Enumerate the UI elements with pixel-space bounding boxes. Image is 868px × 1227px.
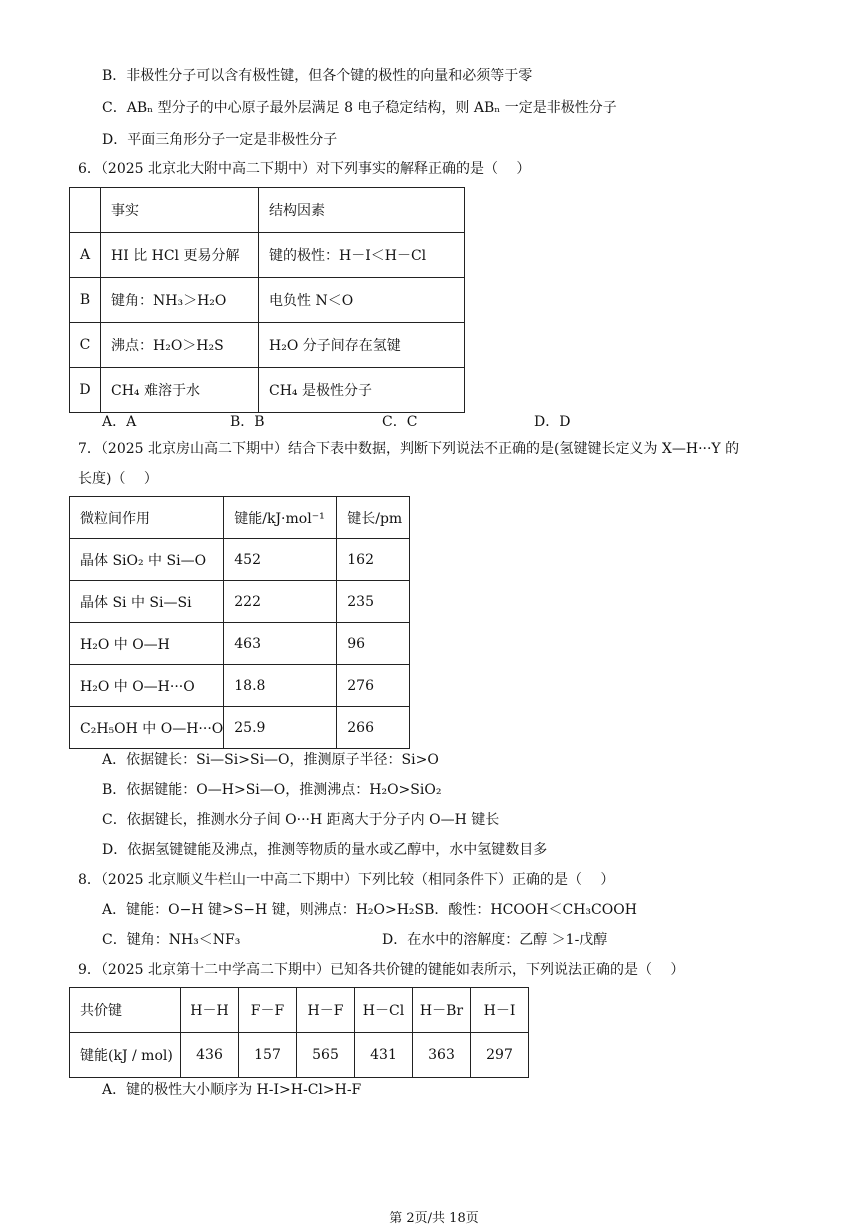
table-cell: 键的极性：H－I＜H－Cl xyxy=(259,233,465,278)
table-cell: 键角：NH₃＞H₂O xyxy=(101,278,259,323)
table-header-cell: 键能/kJ·mol⁻¹ xyxy=(224,497,337,539)
table-cell: 565 xyxy=(297,1033,355,1078)
table-header-cell: 键长/pm xyxy=(337,497,410,539)
q9-option-a: A．键的极性大小顺序为 H-I>H-Cl>H-F xyxy=(102,1082,362,1098)
table-cell: 晶体 Si 中 Si—Si xyxy=(70,581,224,623)
table-row xyxy=(70,233,465,278)
table-header-cell: H－I xyxy=(471,988,529,1033)
table-cell: 266 xyxy=(337,707,410,749)
table-row xyxy=(70,1033,529,1078)
table-cell: 键能(kJ / mol) xyxy=(70,1033,181,1078)
table-cell: CH₄ 难溶于水 xyxy=(101,368,259,413)
table-header-cell: H－Cl xyxy=(355,988,413,1033)
table-cell: C₂H₅OH 中 O—H···O xyxy=(70,707,224,749)
q7-table xyxy=(69,496,410,749)
q7-stem-line1: 7．（2025 北京房山高二下期中）结合下表中数据，判断下列说法不正确的是(氢键键长定义为 X—H···Y 的 xyxy=(78,441,740,457)
table-header-cell: H－Br xyxy=(413,988,471,1033)
table-row xyxy=(70,188,465,233)
q7-option-c: C．依据键长，推测水分子间 O···H 距离大于分子内 O—H 键长 xyxy=(102,812,500,828)
table-cell: H₂O 分子间存在氢键 xyxy=(259,323,465,368)
q6-option-c: C．C xyxy=(382,414,418,430)
table-row xyxy=(70,368,465,413)
table-cell: B xyxy=(70,278,101,323)
table-cell: C xyxy=(70,323,101,368)
table-cell: 463 xyxy=(224,623,337,665)
table-cell: 96 xyxy=(337,623,410,665)
q6-option-d: D．D xyxy=(534,414,571,430)
table-cell: H₂O 中 O—H···O xyxy=(70,665,224,707)
table-row xyxy=(70,497,410,539)
table-header-cell: F－F xyxy=(239,988,297,1033)
table-cell: 沸点：H₂O＞H₂S xyxy=(101,323,259,368)
table-header-cell: 微粒间作用 xyxy=(70,497,224,539)
table-row xyxy=(70,539,410,581)
table-cell: 431 xyxy=(355,1033,413,1078)
q8-option-d: D．在水中的溶解度：乙醇 ＞1-戊醇 xyxy=(382,932,608,948)
table-cell: D xyxy=(70,368,101,413)
table-row xyxy=(70,988,529,1033)
q6-stem: 6．（2025 北京北大附中高二下期中）对下列事实的解释正确的是（ ） xyxy=(78,161,531,177)
q7-option-a: A．依据键长：Si—Si>Si—O，推测原子半径：Si>O xyxy=(102,752,439,768)
table-cell: 222 xyxy=(224,581,337,623)
q8-option-c: C．键角：NH₃＜NF₃ xyxy=(102,932,241,948)
table-cell: 276 xyxy=(337,665,410,707)
q6-option-a: A．A xyxy=(102,414,137,430)
q7-stem-line2: 长度)（ ） xyxy=(78,471,158,487)
q5-option-d: D．平面三角形分子一定是非极性分子 xyxy=(102,132,338,148)
table-cell: H₂O 中 O—H xyxy=(70,623,224,665)
table-cell: A xyxy=(70,233,101,278)
table-header-cell: 共价键 xyxy=(70,988,181,1033)
table-cell: 18.8 xyxy=(224,665,337,707)
table-cell: 436 xyxy=(181,1033,239,1078)
table-header-cell: 事实 xyxy=(101,188,259,233)
table-row xyxy=(70,581,410,623)
q6-table xyxy=(69,187,465,413)
q5-option-b: B．非极性分子可以含有极性键，但各个键的极性的向量和必须等于零 xyxy=(102,68,533,84)
table-row xyxy=(70,323,465,368)
table-header-cell: H－H xyxy=(181,988,239,1033)
q5-option-c: C．ABₙ 型分子的中心原子最外层满足 8 电子稳定结构，则 ABₙ 一定是非极性分子 xyxy=(102,100,617,116)
table-cell xyxy=(70,188,101,233)
q8-stem: 8．（2025 北京顺义牛栏山一中高二下期中）下列比较（相同条件下）正确的是（ ） xyxy=(78,872,615,888)
q9-table xyxy=(69,987,529,1078)
table-cell: 297 xyxy=(471,1033,529,1078)
table-cell: CH₄ 是极性分子 xyxy=(259,368,465,413)
table-row xyxy=(70,278,465,323)
q8-option-a-b: A．键能：O−H 键>S−H 键，则沸点：H₂O>H₂SB．酸性：HCOOH＜CH₃COOH xyxy=(102,902,637,918)
table-cell: 235 xyxy=(337,581,410,623)
q7-option-d: D．依据氢键键能及沸点，推测等物质的量水或乙醇中，水中氢键数目多 xyxy=(102,842,548,858)
table-header-cell: 结构因素 xyxy=(259,188,465,233)
table-cell: 晶体 SiO₂ 中 Si—O xyxy=(70,539,224,581)
q7-option-b: B．依据键能：O—H>Si—O，推测沸点：H₂O>SiO₂ xyxy=(102,782,442,798)
table-row xyxy=(70,665,410,707)
table-cell: 25.9 xyxy=(224,707,337,749)
table-cell: HI 比 HCl 更易分解 xyxy=(101,233,259,278)
table-cell: 452 xyxy=(224,539,337,581)
table-row xyxy=(70,707,410,749)
table-header-cell: H－F xyxy=(297,988,355,1033)
table-row xyxy=(70,623,410,665)
table-cell: 162 xyxy=(337,539,410,581)
page-number: 第 2页/共 18页 xyxy=(389,1211,479,1226)
table-cell: 电负性 N＜O xyxy=(259,278,465,323)
q6-option-b: B．B xyxy=(230,414,265,430)
table-cell: 157 xyxy=(239,1033,297,1078)
table-cell: 363 xyxy=(413,1033,471,1078)
q9-stem: 9．（2025 北京第十二中学高二下期中）已知各共价键的键能如表所示，下列说法正确的是（ ） xyxy=(78,962,685,978)
